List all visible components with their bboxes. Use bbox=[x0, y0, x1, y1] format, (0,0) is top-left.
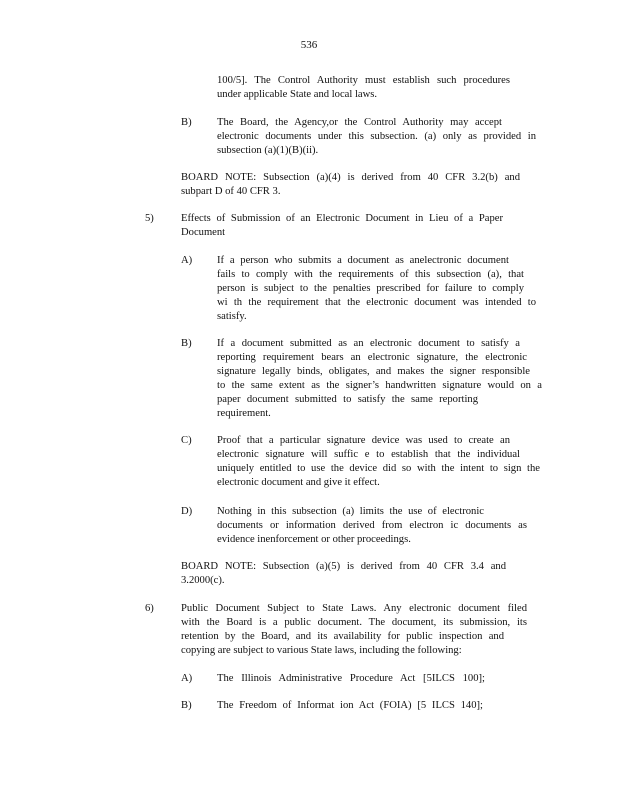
text-line: If a document submitted as an electronic document to satisfy a bbox=[217, 338, 520, 349]
item-b-top-paragraph bbox=[217, 116, 536, 158]
text-line: documents or information derived from electron ic documents as bbox=[217, 520, 527, 531]
text-line: fails to comply with the requirements of this subsection (a), that bbox=[217, 269, 524, 280]
text-line: reporting requirement bears an electronic signature, the electronic bbox=[217, 352, 527, 363]
text-line: satisfy. bbox=[217, 311, 247, 322]
section-label: 5) bbox=[145, 213, 154, 224]
section-5-item-b bbox=[217, 337, 542, 421]
text-line: requirement. bbox=[217, 408, 271, 419]
text-line: under applicable State and local laws. bbox=[217, 89, 378, 100]
text-line: uniquely entitled to use the device did so with the intent to sign the bbox=[217, 463, 540, 474]
text-line: The Board, the Agency,or the Control Authority may accept bbox=[217, 117, 502, 128]
text-line: Effects of Submission of an Electronic Document in Lieu of a Paper bbox=[181, 213, 503, 224]
text-line: 3.2000(c). bbox=[181, 575, 225, 586]
text-line: subpart D of 40 CFR 3. bbox=[181, 186, 281, 197]
item-label: B) bbox=[181, 338, 192, 349]
text-line: Document bbox=[181, 227, 226, 238]
text-line: retention by the Board, and its availability for public inspection and bbox=[181, 631, 504, 642]
section-5-item-c bbox=[217, 434, 540, 490]
text-line: wi th the requirement that the electronic document was intended to bbox=[217, 297, 536, 308]
text-line: BOARD NOTE: Subsection (a)(5) is derived from 40 CFR 3.4 and bbox=[181, 561, 506, 572]
text-line: to the same extent as the signer’s handwritten signature would on a bbox=[217, 380, 542, 391]
text-line: 100/5]. The Control Authority must establish such procedures bbox=[217, 75, 510, 86]
section-5-heading bbox=[181, 212, 503, 240]
section-5-item-d bbox=[217, 505, 527, 547]
text-line: If a person who submits a document as anelectronic document bbox=[217, 255, 509, 266]
text-line: evidence inenforcement or other proceedings. bbox=[217, 534, 411, 545]
item-label: B) bbox=[181, 700, 192, 711]
section-6-item-b bbox=[217, 699, 483, 713]
text-line: The Freedom of Informat ion Act (FOIA) [5 ILCS 140]; bbox=[217, 700, 483, 711]
text-line: person is subject to the penalties prescribed for failure to comply bbox=[217, 283, 524, 294]
text-line: electronic signature will suffic e to establish that the individual bbox=[217, 449, 520, 460]
text-line: subsection (a)(1)(B)(ii). bbox=[217, 145, 319, 156]
text-line: with the Board is a public document. The document, its submission, its bbox=[181, 617, 527, 628]
text-line: Nothing in this subsection (a) limits the use of electronic bbox=[217, 506, 484, 517]
page-number: 536 bbox=[300, 39, 318, 51]
text-line: copying are subject to various State laws, including the following: bbox=[181, 645, 462, 656]
text-line: electronic documents under this subsection. (a) only as provided in bbox=[217, 131, 536, 142]
board-note-a4 bbox=[181, 171, 520, 199]
item-label: D) bbox=[181, 506, 193, 517]
section-5-item-a bbox=[217, 254, 536, 324]
item-label: A) bbox=[181, 255, 193, 266]
item-label: C) bbox=[181, 435, 192, 446]
item-label: A) bbox=[181, 673, 193, 684]
text-line: electronic document and give it effect. bbox=[217, 477, 380, 488]
text-line: Public Document Subject to State Laws. Any electronic document filed bbox=[181, 603, 527, 614]
board-note-a5 bbox=[181, 560, 506, 588]
section-label: 6) bbox=[145, 603, 154, 614]
section-6-paragraph bbox=[181, 602, 527, 658]
item-label: B) bbox=[181, 117, 192, 128]
text-line: signature legally binds, obligates, and makes the signer responsible bbox=[217, 366, 530, 377]
text-line: Proof that a particular signature device was used to create an bbox=[217, 435, 510, 446]
text-line: paper document submitted to satisfy the same reporting bbox=[217, 394, 478, 405]
text-line: The Illinois Administrative Procedure Act [5ILCS 100]; bbox=[217, 673, 485, 684]
intro-paragraph bbox=[217, 74, 510, 102]
text-line: BOARD NOTE: Subsection (a)(4) is derived from 40 CFR 3.2(b) and bbox=[181, 172, 520, 183]
section-6-item-a bbox=[217, 672, 485, 686]
